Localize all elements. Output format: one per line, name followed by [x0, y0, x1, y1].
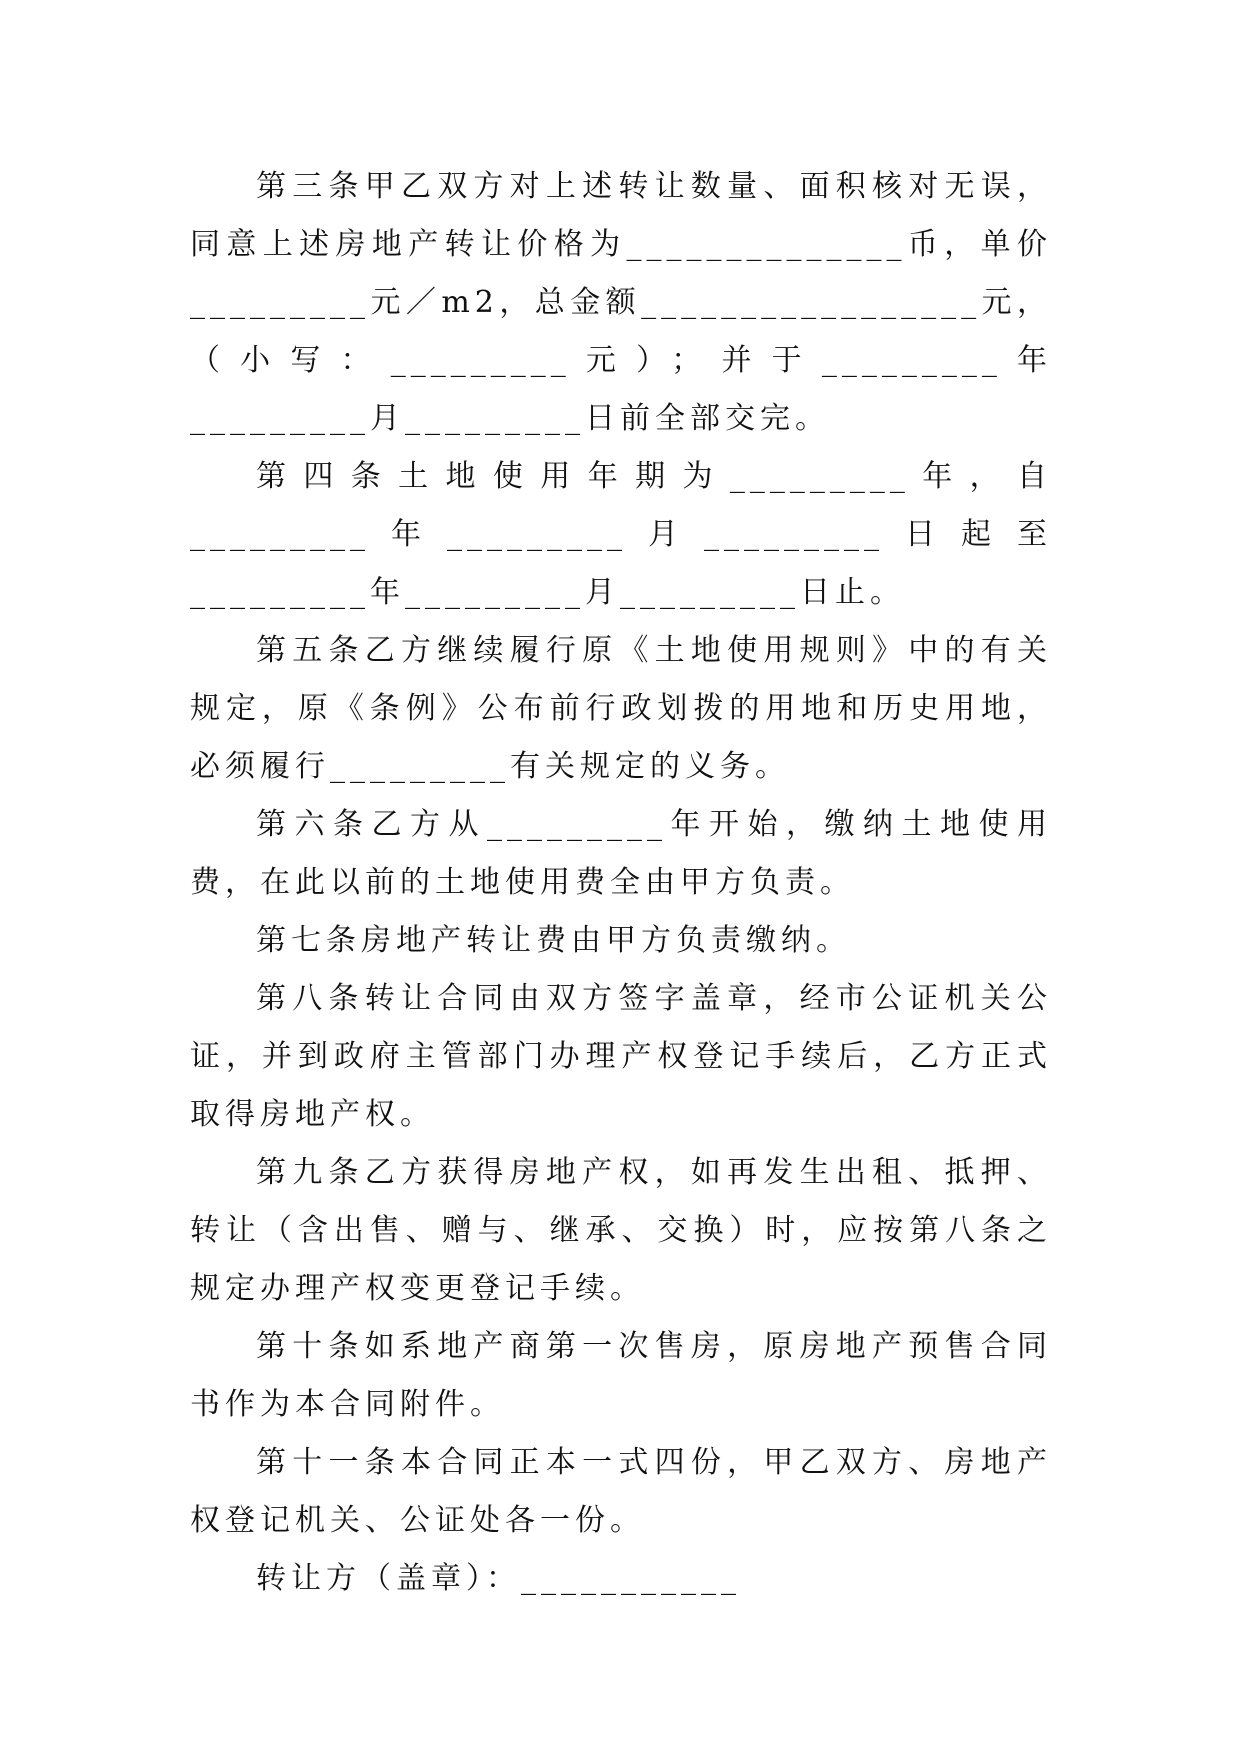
clause-6-paragraph: 第六条乙方从_________年开始，缴纳土地使用费，在此以前的土地使用费全由甲方负责。 [190, 807, 1052, 900]
clause-5-paragraph: 第五条乙方继续履行原《土地使用规则》中的有关规定，原《条例》公布前行政划拨的用地和历史用地，必须履行_________有关规定的义务。 [190, 633, 1052, 784]
clause-3-paragraph: 第三条甲乙双方对上述转让数量、面积核对无误，同意上述房地产转让价格为______________币，单价_________元／m2，总金额_________________元，（小写：_________元）；并于_________年_________月_________日前全部交完。 [190, 169, 1052, 436]
clause-4-paragraph: 第四条土地使用年期为_________年，自_________年_________月_________日起至_________年_________月_________日止。 [190, 459, 1052, 610]
clause-11-paragraph: 第十一条本合同正本一式四份，甲乙双方、房地产权登记机关、公证处各一份。 [190, 1445, 1052, 1538]
transferor-seal-line: 转让方（盖章）：___________ [256, 1561, 741, 1596]
document-body [190, 158, 1052, 1608]
clause-8-paragraph: 第八条转让合同由双方签字盖章，经市公证机关公证，并到政府主管部门办理产权登记手续后，乙方正式取得房地产权。 [190, 981, 1052, 1132]
clause-9-paragraph: 第九条乙方获得房地产权，如再发生出租、抵押、转让（含出售、赠与、继承、交换）时，应按第八条之规定办理产权变更登记手续。 [190, 1155, 1052, 1306]
clause-7-paragraph: 第七条房地产转让费由甲方负责缴纳。 [256, 923, 851, 958]
clause-10-paragraph: 第十条如系地产商第一次售房，原房地产预售合同书作为本合同附件。 [190, 1329, 1052, 1422]
